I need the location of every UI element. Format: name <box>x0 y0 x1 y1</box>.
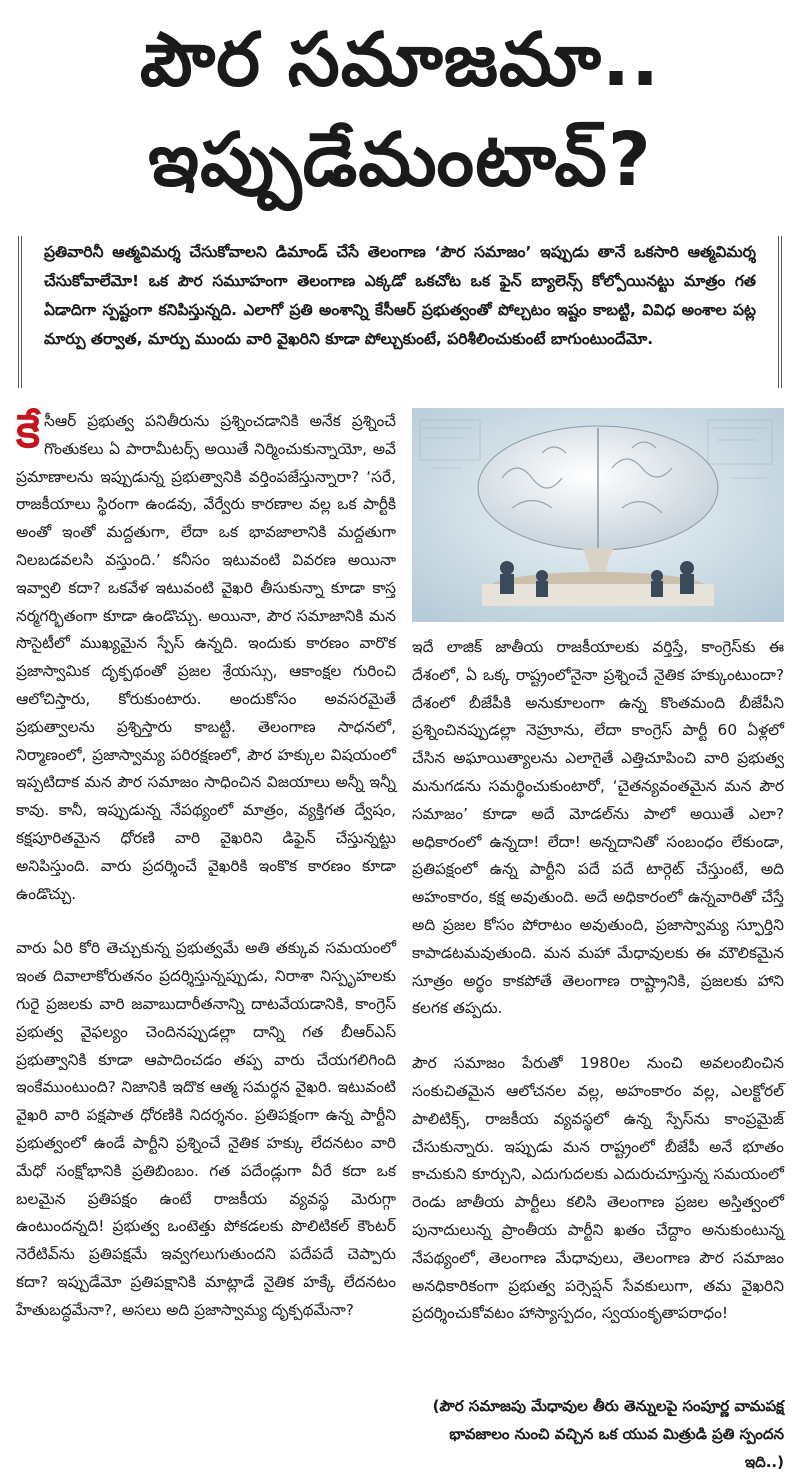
brain-illustration <box>412 408 784 622</box>
drop-cap: కే <box>16 404 41 458</box>
right-column <box>412 634 784 1328</box>
left-column <box>16 404 396 1325</box>
left-paragraph-2: వారు ఏరి కోరి తెచ్చుకున్న ప్రభుత్వమే అతి తక్కువ సమయంలో ఇంత దివాలాకోరుతనం ప్రదర్శిస్తున్నప్పుడు, నిరాశా నిస్పృహలకు గురై ప్రజలకు వారి జవాబుదారీతనాన్ని దాటవేయడానికి, కాంగ్రెస్ ప్రభుత్వ వైఫల్యం చెందినప్పుడల్లా దాన్ని గత బీఆర్ఎస్ ప్రభుత్వానికి కూడా ఆపాదించడం తప్ప వారు చేయగలిగింది ఇంకేముంటుంది? నిజానికి ఇదొక ఆత్మ సమర్థన వైఖరి. ఇటువంటి వైఖరి వారి పక్షపాత ధోరణికి నిదర్శనం. ప్రతిపక్షంగా ఉన్న పార్టీని ప్రభుత్వంలో ఉండే పార్టీని ప్రశ్నించే నైతిక హక్కు లేదనటం వారి మేధో సంక్షోభానికి ప్రతిబింబం. గత పదేండ్లుగా వీరే కదా ఒక బలమైన ప్రతిపక్షం ఉంటే రాజకీయ వ్యవస్థ మెరుగ్గా ఉంటుందన్నది! ప్రభుత్వ ఒంటెత్తు పోకడలకు పొలిటికల్ కౌంటర్ నెరేటివ్‌ను ప్రతిపక్షమే ఇవ్వగలుగుతుందని పదేపదే చెప్పారు కదా? ఇప్పుడేమో ప్రతిపక్షానికి మాట్లాడే నైతిక హక్కే లేదనటం హేతుబద్ధమేనా?, అసలు అది ప్రజాస్వామ్య దృక్పథమేనా? <box>16 939 396 1319</box>
intro-text: ప్రతివారినీ ఆత్మవిమర్శ చేసుకోవాలని డిమాండ్ చేసే తెలంగాణ ‘పౌర సమాజం’ ఇప్పుడు తానే ఒకసారి ఆత్మవిమర్శ చేసుకోవాలేమో! ఒక పౌర సమూహంగా తెలంగాణ ఎక్కడో ఒకచోట ఒక ఫైన్ బ్యాలెన్స్ కోల్పోయినట్టు మాత్రం గత ఏడాదిగా స్పష్టంగా కనిపిస్తున్నది. ఎలాగో ప్రతి అంశాన్ని కేసీఆర్ ప్రభుత్వంతో పోల్చటం ఇష్టం కాబట్టి, వివిధ అంశాల పట్ల మార్పు తర్వాత, మార్పు ముందు వారి వైఖరిని కూడా పోల్చుకుంటే, పరిశీలించుకుంటే బాగుంటుందేమో. <box>44 243 756 348</box>
headline-line-1: పౌర సమాజమా.. <box>139 17 661 103</box>
intro-box <box>18 236 782 388</box>
right-paragraph-2: పౌర సమాజం పేరుతో 1980ల నుంచి అవలంబించిన సంకుచితమైన ఆలోచనల వల్ల, అహంకారం వల్ల, ఎలక్టోరల్ పాలిటిక్స్, రాజకీయ వ్యవస్థలో ఉన్న స్పేస్‌ను కాంప్రమైజ్ చేసుకున్నారు. ఇప్పుడు మన రాష్ట్రంలో బీజేపీ అనే భూతం కాచుకుని కూర్చుని, ఎదుగుదలకు ఎదురుచూస్తున్న సమయంలో రెండు జాతీయ పార్టీలు కలిసి తెలంగాణ ప్రజల అస్తిత్వంలో పునాదులున్న ప్రాంతీయ పార్టీని ఖతం చేద్దాం అనుకుంటున్న నేపథ్యంలో, తెలంగాణ మేధావులు, తెలంగాణ పౌర సమాజం అనధికారికంగా ప్రభుత్వ పర్సెప్షన్ సేవకులుగా, తమ వైఖరిని ప్రదర్శించుకోవటం హాస్యాస్పదం, స్వయంకృతాపరాధం! <box>412 1054 784 1323</box>
left-paragraph-1-text: సీఆర్ ప్రభుత్వ పనితీరును ప్రశ్నించడానికి అనేక ప్రశ్నించే గొంతుకలు ఏ పారామీటర్స్ అయితే నిర్మించుకున్నాయో, అవే ప్రమాణాలను ఇప్పుడున్న ప్రభుత్వానికి వర్తింపజేస్తున్నారా? ‘సరే, రాజకీయాలు స్థిరంగా ఉండవు, వేర్వేరు కారణాల వల్ల ఒక పార్టీకి అంతో ఇంతో మద్దతుగా, లేదా ఒక భావజాలానికి మద్దతుగా నిలబడవలసి వస్తుంది.’ కనీసం ఇటువంటి వివరణ అయినా ఇవ్వాలి కదా? ఒకవేళ ఇటువంటి వైఖరి తీసుకున్నా కూడా కాస్త నర్మగర్భితంగా కూడా ఉండొచ్చు. అయినా, పౌర సమాజానికి మన సొసైటీలో ముఖ్యమైన స్పేస్ ఉన్నది. ఇందుకు కారణం వారొక ప్రజాస్వామిక దృక్పథంతో ప్రజల శ్రేయస్సు, ఆకాంక్షల గురించి ఆలోచిస్తారు, కోరుకుంటారు. అందుకోసం అవసరమైతే ప్రభుత్వాలను ప్రశ్నిస్తారు కాబట్టి. తెలంగాణ సాధనలో, నిర్మాణంలో, ప్రజాస్వామ్య పరిరక్షణలో, పౌర హక్కుల విషయంలో ఇప్పటిదాక మన పౌర సమాజం సాధించిన విజయాలు అన్నీ ఇన్నీ కావు. కానీ, ఇప్పుడున్న నేపథ్యంలో మాత్రం, వ్యక్తిగత ద్వేషం, కక్షపూరితమైన ధోరణి వారి వైఖరిని డిఫైన్ చేస్తున్నట్టు అనిపిస్తుంది. వారు ప్రదర్శించే వైఖరికి ఇంకొక కారణం కూడా ఉండొచ్చు. <box>16 412 396 903</box>
left-paragraph-1 <box>16 404 396 908</box>
author-credit: (పౌర సమాజపు మేధావుల తీరు తెన్నులపై సంపూర్ణ వామపక్ష భావజాలం నుంచి వచ్చిన ఒక యువ మిత్రుడి ప్రతి స్పందన ఇది..) <box>432 1397 784 1471</box>
right-paragraph-1: ఇదే లాజిక్ జాతీయ రాజకీయాలకు వర్తిస్తే, కాంగ్రెస్‌కు ఈ దేశంలో, ఏ ఒక్క రాష్ట్రంలోనైనా ప్రశ్నించే నైతిక హక్కుంటుందా? దేశంలో బీజేపీకి అనుకూలంగా ఉన్న కొంతమంది బీజేపీని ప్రశ్నించినప్పుడల్లా నెహ్రూను, లేదా కాంగ్రెస్ పార్టీ 60 ఏళ్లలో చేసిన అఘాయిత్యాలను ఎలాగైతే ఎత్తిచూపించి వారి ప్రభుత్వ మనుగడను సమర్థించుకుంటారో, ‘చైతన్యవంతమైన మన పౌర సమాజం’ కూడా అదే మోడల్‌ను పాలో అయితే ఎలా? అధికారంలో ఉన్నదా! లేదా! అన్నదానితో సంబంధం లేకుండా, ప్రతిపక్షంలో ఉన్న పార్టీని పదే పదే టార్గెట్ చేస్తుంటే, అది అహంకారం, కక్ష అవుతుంది. అదే అధికారంలో ఉన్నవారితో చేస్తే అది ప్రజల కోసం పోరాటం అవుతుంది, ప్రజాస్వామ్య స్ఫూర్తిని కాపాడటమవుతుంది. మన మహా మేధావులకు ఈ మౌలికమైన సూత్రం అర్థం కాకపోతే తెలంగాణ రాష్ట్రానికి, ప్రజలకు హాని కలగక తప్పదు. <box>412 638 784 1018</box>
headline-line-2: ఇప్పుడేమంటావ్? <box>148 117 652 203</box>
headline <box>0 0 800 206</box>
